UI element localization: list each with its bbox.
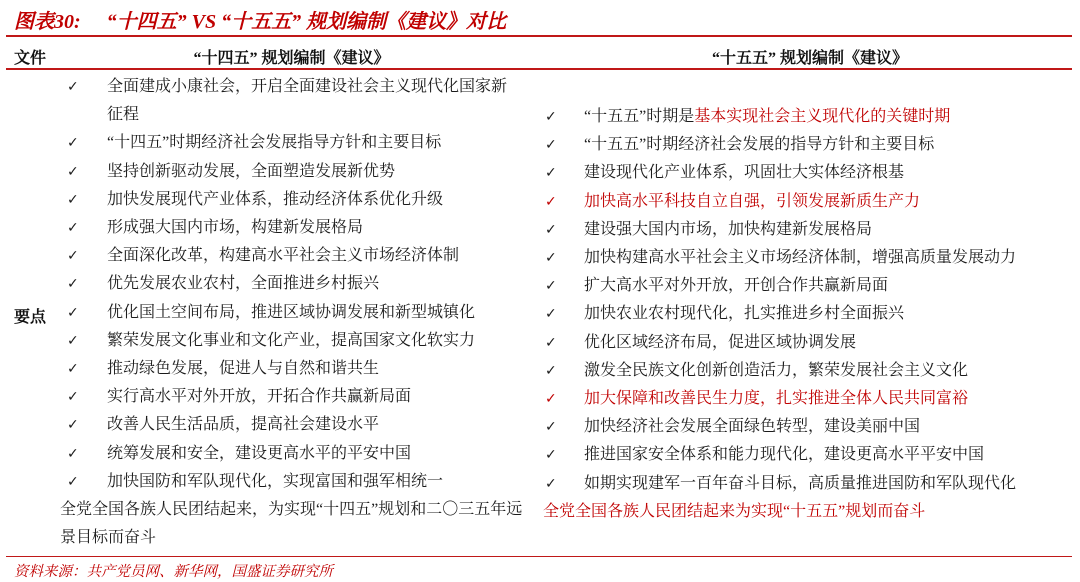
- item-text: 优化国土空间布局，推进区域协调发展和新型城镇化: [107, 303, 476, 321]
- item-text: 加快农业农村现代化，扎实推进乡村全面振兴: [584, 305, 905, 323]
- item-text: “十五五”时期经济社会发展的指导方针和主要目标: [584, 136, 935, 154]
- item-text: 全党全国各族人民团结起来，为实现“十四五”规划和二〇三五年远景目标而奋斗: [60, 501, 523, 547]
- row-label-keypoints: 要点: [14, 309, 47, 326]
- checkmark-icon: ✓: [67, 248, 79, 265]
- column-header-15th-plan: “十五五” 规划编制《建议》: [711, 50, 908, 67]
- column-14th-plan-items: [60, 73, 523, 556]
- list-item: [540, 413, 1080, 441]
- item-text: 推进国家安全体系和能力现代化，建设更高水平平安中国: [584, 446, 985, 464]
- figure-label: 图表30:: [14, 11, 81, 33]
- list-item: [60, 355, 523, 383]
- column-header-14th-plan: “十四五” 规划编制《建议》: [193, 50, 390, 67]
- list-item: [540, 441, 1080, 469]
- checkmark-icon: ✓: [67, 163, 79, 180]
- checkmark-icon: ✓: [67, 79, 79, 95]
- list-item: [540, 498, 1080, 526]
- list-item: [540, 131, 1080, 159]
- list-item: [540, 329, 1080, 357]
- checkmark-icon: ✓: [545, 475, 557, 492]
- item-text: 繁荣发展文化事业和文化产业，提高国家文化软实力: [107, 331, 476, 349]
- checkmark-icon: ✓: [67, 445, 79, 462]
- item-text: 扩大高水平对外开放，开创合作共赢新局面: [584, 277, 889, 295]
- list-item: [540, 300, 1080, 328]
- checkmark-icon: ✓: [67, 473, 79, 490]
- list-item: [60, 383, 523, 411]
- item-text: 全面建成小康社会，开启全面建设社会主义现代化国家新征程: [107, 78, 508, 124]
- checkmark-icon: ✓: [67, 389, 79, 406]
- checkmark-icon: ✓: [545, 362, 557, 379]
- source-note: 资料来源：共产党员网、新华网，国盛证券研究所: [14, 564, 333, 580]
- item-text: 加快构建高水平社会主义市场经济体制，增强高质量发展动力: [584, 248, 1017, 266]
- checkmark-icon: ✓: [545, 419, 557, 436]
- checkmark-icon: ✓: [545, 447, 557, 464]
- item-text: 优化区域经济布局，促进区域协调发展: [584, 333, 857, 351]
- list-item: [540, 159, 1080, 187]
- list-item: [540, 188, 1080, 216]
- footer-divider-line: [6, 556, 1072, 557]
- item-text: 加快高水平科技自立自强，引领发展新质生产力: [584, 192, 921, 210]
- checkmark-icon: ✓: [545, 391, 557, 407]
- item-text: 加快经济社会发展全面绿色转型，建设美丽中国: [584, 418, 921, 436]
- list-item: [60, 270, 523, 298]
- list-item: [60, 214, 523, 242]
- checkmark-icon: ✓: [545, 137, 557, 154]
- item-text: 推动绿色发展，促进人与自然和谐共生: [107, 360, 380, 378]
- checkmark-icon: ✓: [67, 135, 79, 152]
- checkmark-icon: ✓: [545, 306, 557, 323]
- item-text: 坚持创新驱动发展，全面塑造发展新优势: [107, 162, 396, 180]
- checkmark-icon: ✓: [545, 165, 557, 182]
- list-item: [540, 216, 1080, 244]
- list-item: [540, 385, 1080, 413]
- item-text: 统筹发展和安全，建设更高水平的平安中国: [107, 444, 412, 462]
- header-divider-line: [6, 68, 1072, 70]
- checkmark-icon: ✓: [67, 361, 79, 378]
- column-15th-plan-items: [540, 73, 1080, 556]
- list-item: [540, 357, 1080, 385]
- list-item: [540, 272, 1080, 300]
- list-item: [60, 158, 523, 186]
- list-item: [60, 186, 523, 214]
- item-text: 激发全民族文化创新创造活力，繁荣发展社会主义文化: [584, 361, 969, 379]
- checkmark-icon: ✓: [67, 220, 79, 237]
- item-text: 如期实现建军一百年奋斗目标，高质量推进国防和军队现代化: [584, 474, 1017, 492]
- list-item: [60, 327, 523, 355]
- list-item: [60, 129, 523, 157]
- checkmark-icon: ✓: [545, 108, 557, 125]
- item-text: “十四五”时期经济社会发展指导方针和主要目标: [107, 134, 442, 152]
- figure-title: [14, 5, 506, 34]
- checkmark-icon: ✓: [67, 276, 79, 293]
- item-text: 全党全国各族人民团结起来为实现“十五五”规划而奋斗: [543, 502, 926, 520]
- item-text: “十五五”时期是基本实现社会主义现代化的关键时期: [584, 107, 951, 125]
- item-text: 建设强大国内市场，加快构建新发展格局: [584, 220, 873, 238]
- checkmark-icon: ✓: [545, 221, 557, 238]
- list-item: [60, 299, 523, 327]
- checkmark-icon: ✓: [67, 191, 79, 208]
- checkmark-icon: ✓: [545, 334, 557, 351]
- item-text: 形成强大国内市场，构建新发展格局: [107, 219, 364, 237]
- item-text: 全面深化改革，构建高水平社会主义市场经济体制: [107, 247, 460, 265]
- title-divider-line: [6, 35, 1072, 37]
- list-item: [60, 468, 523, 496]
- list-item: [540, 244, 1080, 272]
- checkmark-icon: ✓: [67, 332, 79, 349]
- list-item: [540, 103, 1080, 131]
- item-text: 改善人民生活品质，提高社会建设水平: [107, 416, 380, 434]
- figure-title-text: “十四五” VS “十五五” 规划编制《建议》对比: [106, 11, 507, 33]
- list-item: [60, 496, 523, 552]
- item-text: 实行高水平对外开放，开拓合作共赢新局面: [107, 388, 412, 406]
- item-text: 优先发展农业农村，全面推进乡村振兴: [107, 275, 380, 293]
- item-text: 加大保障和改善民生力度，扎实推进全体人民共同富裕: [584, 390, 969, 407]
- item-text: 加快国防和军队现代化，实现富国和强军相统一: [107, 472, 444, 490]
- item-text: 建设现代化产业体系，巩固壮大实体经济根基: [584, 164, 905, 182]
- list-item: [60, 440, 523, 468]
- checkmark-icon: ✓: [67, 417, 79, 434]
- list-item: [540, 470, 1080, 498]
- checkmark-icon: ✓: [545, 278, 557, 295]
- checkmark-icon: ✓: [545, 249, 557, 266]
- checkmark-icon: ✓: [67, 304, 79, 321]
- list-item: [60, 411, 523, 439]
- item-text: 加快发展现代产业体系，推动经济体系优化升级: [107, 190, 444, 208]
- column-header-file: 文件: [14, 50, 47, 67]
- list-item: [60, 73, 523, 129]
- checkmark-icon: ✓: [545, 193, 557, 210]
- list-item: [60, 242, 523, 270]
